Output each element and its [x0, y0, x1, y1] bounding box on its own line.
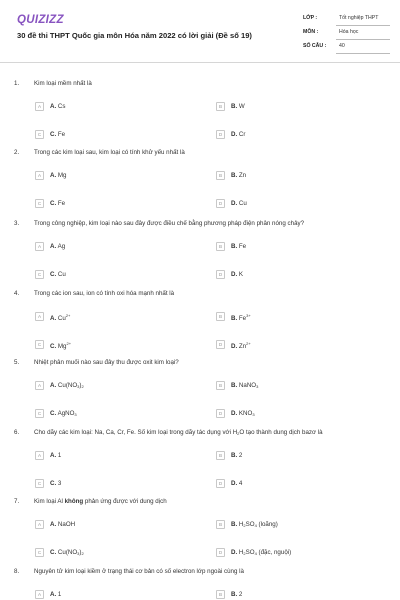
option-letter-box[interactable]: B [216, 520, 225, 529]
option-key: D. [231, 200, 238, 207]
option-key: B. [231, 172, 238, 179]
option-text: B. $Fe^{3+}$ [231, 313, 251, 322]
superscript: 2+ [246, 341, 251, 346]
question-text: Nhiệt phân muối nào sau đây thu được oxit kim loại? [34, 359, 179, 366]
option-text: A. 1 [50, 452, 62, 459]
option-text: D. K [231, 271, 244, 278]
question-8 [0, 568, 400, 600]
superscript: 3+ [246, 313, 251, 318]
subscript: 2 [237, 431, 240, 436]
question-7 [0, 498, 400, 568]
question-text: Kim loại Al không phản ứng được với dung dịch [34, 498, 167, 505]
option-letter-box[interactable]: A [35, 312, 44, 321]
option-key: C. [50, 343, 57, 350]
worksheet-title: 30 đề thi THPT Quốc gia môn Hóa năm 2022 có lời giải (Đề số 19) [17, 31, 252, 40]
option-key: B. [231, 315, 238, 322]
option-letter-box[interactable]: A [35, 381, 44, 390]
question-4 [0, 290, 400, 360]
option-letter-box[interactable]: A [35, 520, 44, 529]
question-5 [0, 359, 400, 429]
option-text: D. Cr [231, 131, 246, 138]
option-key: A. [50, 521, 57, 528]
question-2 [0, 149, 400, 219]
option-text: D. $Zn^{2+}$ [231, 341, 251, 350]
option-text: B. Zn [231, 172, 247, 179]
question-number: 3. [14, 220, 20, 227]
option-text: A. 1 [50, 591, 62, 598]
option-letter-box[interactable]: C [35, 130, 44, 139]
option-text: A. NaOH [50, 521, 76, 528]
option-key: C. [50, 549, 57, 556]
subscript: 3 [77, 551, 80, 556]
option-text: D. $KNO_3$ [231, 410, 255, 417]
question-number: 5. [14, 359, 20, 366]
option-letter-box[interactable]: C [35, 199, 44, 208]
option-text: C. Fe [50, 131, 66, 138]
question-text: Cho dãy các kim loại: Na, Ca, Cr, Fe. Số kim loại trong dãy tác dụng với $H_2O$ tạo thành dung dịch bazơ là [34, 429, 323, 436]
option-text: C. $Mg^{2+}$ [50, 341, 72, 350]
option-key: A. [50, 315, 57, 322]
meta-count-underline [336, 53, 390, 54]
option-key: C. [50, 200, 57, 207]
option-key: D. [231, 343, 238, 350]
option-text: B. 2 [231, 452, 243, 459]
option-text: C. $Cu(NO_3)_2$ [50, 549, 84, 556]
option-text: B. NaNO$_3$ [231, 382, 259, 389]
option-letter-box[interactable]: D [216, 130, 225, 139]
meta-class-underline [336, 25, 390, 26]
option-letter-box[interactable]: A [35, 171, 44, 180]
header-divider [0, 62, 400, 63]
question-text: Trong các ion sau, ion có tính oxi hóa mạnh nhất là [34, 290, 175, 297]
option-text: D. $H_2SO_4$ (đặc, nguội) [231, 549, 292, 556]
option-letter-box[interactable]: A [35, 590, 44, 599]
subscript: 3 [252, 412, 255, 417]
option-key: D. [231, 410, 238, 417]
option-letter-box[interactable]: B [216, 312, 225, 321]
option-letter-box[interactable]: B [216, 451, 225, 460]
option-letter-box[interactable]: B [216, 102, 225, 111]
option-key: A. [50, 172, 57, 179]
option-text: C. Fe [50, 200, 66, 207]
meta-subject-value: Hóa học [339, 29, 359, 35]
meta-class-label: LỚP : [303, 15, 318, 21]
option-text: D. Cu [231, 200, 247, 207]
option-text: D. 4 [231, 480, 243, 487]
worksheet-header [0, 0, 400, 62]
question-number: 2. [14, 149, 20, 156]
option-text: A. $Cu(NO_3)_2$ [50, 382, 84, 389]
subscript: 3 [77, 384, 80, 389]
subscript: 3 [256, 384, 259, 389]
superscript: 2+ [66, 341, 72, 346]
question-number: 6. [14, 429, 20, 436]
question-6 [0, 429, 400, 499]
option-letter-box[interactable]: D [216, 409, 225, 418]
subscript: 4 [254, 523, 257, 528]
option-key: B. [231, 452, 238, 459]
question-text: Kim loại mềm nhất là [34, 80, 92, 87]
option-text: A. Ag [50, 243, 66, 250]
option-letter-box[interactable]: A [35, 102, 44, 111]
option-letter-box[interactable]: D [216, 548, 225, 557]
option-key: B. [231, 521, 238, 528]
option-letter-box[interactable]: A [35, 451, 44, 460]
question-text: Nguyên tử kim loại kiềm ở trạng thái cơ bản có số electron lớp ngoài cùng là [34, 568, 244, 575]
option-key: D. [231, 480, 238, 487]
meta-count-label: SỐ CÂU : [303, 43, 327, 49]
meta-subject-label: MÔN : [303, 29, 319, 35]
option-key: A. [50, 103, 57, 110]
option-key: B. [231, 382, 238, 389]
meta-class [300, 13, 390, 27]
meta-subject-underline [336, 39, 390, 40]
option-key: C. [50, 131, 57, 138]
question-text: Trong các kim loại sau, kim loại có tính khử yếu nhất là [34, 149, 185, 156]
option-letter-box[interactable]: C [35, 340, 44, 349]
quizizz-logo: QUIZIZZ [17, 14, 64, 26]
option-text: A. Mg [50, 172, 67, 179]
question-3 [0, 220, 400, 290]
question-1 [0, 80, 400, 150]
option-letter-box[interactable]: C [35, 548, 44, 557]
question-number: 1. [14, 80, 20, 87]
option-key: B. [231, 243, 238, 250]
option-key: D. [231, 131, 238, 138]
option-letter-box[interactable]: B [216, 242, 225, 251]
option-text: B. 2 [231, 591, 243, 598]
option-letter-box[interactable]: D [216, 479, 225, 488]
option-letter-box[interactable]: D [216, 199, 225, 208]
subscript: 3 [74, 412, 77, 417]
subscript: 2 [243, 551, 246, 556]
option-letter-box[interactable]: C [35, 409, 44, 418]
option-key: A. [50, 591, 57, 598]
meta-count [300, 41, 390, 55]
option-letter-box[interactable]: B [216, 171, 225, 180]
question-text: Trong công nghiệp, kim loại nào sau đây được điều chế bằng phương pháp điện phân nóng chảy? [34, 220, 305, 227]
option-letter-box[interactable]: B [216, 590, 225, 599]
option-text: B. $H_2SO_4$ (loãng) [231, 521, 278, 528]
option-key: B. [231, 591, 238, 598]
subscript: 2 [243, 523, 246, 528]
meta-class-value: Tốt nghiệp THPT [339, 15, 379, 21]
meta-subject [300, 27, 390, 41]
option-letter-box[interactable]: B [216, 381, 225, 390]
option-letter-box[interactable]: D [216, 270, 225, 279]
option-key: C. [50, 410, 57, 417]
question-number: 8. [14, 568, 20, 575]
superscript: 2+ [65, 313, 71, 318]
option-text: C. Cu [50, 271, 66, 278]
option-key: B. [231, 103, 238, 110]
subscript: 2 [81, 551, 84, 556]
option-text: A. Cs [50, 103, 66, 110]
meta-count-value: 40 [339, 43, 345, 49]
option-text: C. AgNO$_3$ [50, 410, 77, 417]
option-text: C. 3 [50, 480, 62, 487]
option-letter-box[interactable]: C [35, 479, 44, 488]
option-text: A. $Cu^{2+}$ [50, 313, 71, 322]
question-emphasis: không [64, 498, 84, 505]
subscript: 4 [254, 551, 257, 556]
option-key: A. [50, 243, 57, 250]
worksheet-meta [300, 13, 390, 55]
option-letter-box[interactable]: A [35, 242, 44, 251]
option-key: C. [50, 271, 57, 278]
question-number: 4. [14, 290, 20, 297]
option-text: B. W [231, 103, 245, 110]
option-letter-box[interactable]: C [35, 270, 44, 279]
subscript: 2 [81, 384, 84, 389]
option-key: A. [50, 452, 57, 459]
option-letter-box[interactable]: D [216, 340, 225, 349]
option-key: A. [50, 382, 57, 389]
question-number: 7. [14, 498, 20, 505]
option-key: C. [50, 480, 57, 487]
option-text: B. Fe [231, 243, 247, 250]
option-key: D. [231, 549, 238, 556]
option-key: D. [231, 271, 238, 278]
